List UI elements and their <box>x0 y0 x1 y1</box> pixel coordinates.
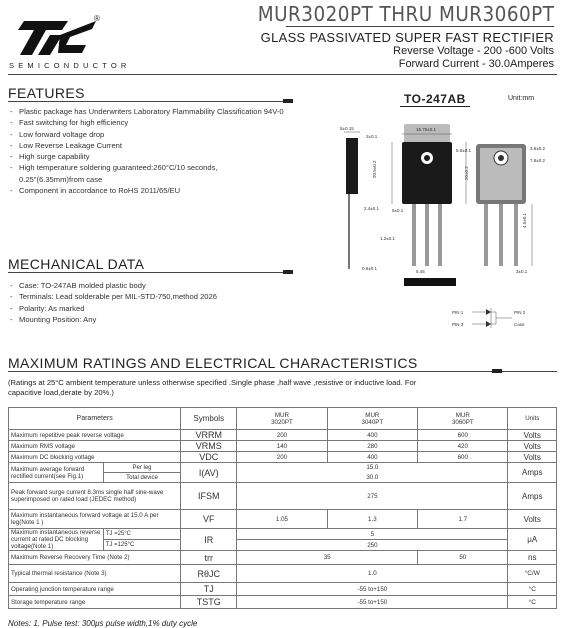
feature-item: - Low Reverse Leakage Current <box>10 140 122 150</box>
mechanical-item: - Terminals: Lead solderable per MIL-STD-750,method 2026 <box>10 292 217 302</box>
product-title: GLASS PASSIVATED SUPER FAST RECTIFIER <box>260 30 554 45</box>
mechanical-rule <box>8 272 290 273</box>
header-symbols: Symbols <box>181 408 237 430</box>
dim-label: 3±0.1 <box>516 269 528 274</box>
header-divider <box>286 26 554 27</box>
dim-label: 2.4±0.1 <box>364 206 379 211</box>
dim-label: 5.45 <box>416 269 425 274</box>
header-bottom-rule <box>8 74 557 75</box>
feature-item: - Component in accordance to RoHS 2011/65/EU <box>10 186 181 196</box>
pin2-label: PIN 2 <box>514 310 526 315</box>
dim-label: 2±0.1 <box>366 134 378 139</box>
ratings-rule <box>8 371 557 372</box>
back-view <box>476 144 532 266</box>
mechanical-title: MECHANICAL DATA <box>8 256 145 272</box>
mechanical-item: - Case: TO-247AB molded plastic body <box>10 281 146 290</box>
dim-label: 1.2±0.1 <box>380 236 395 241</box>
mechanical-bar <box>283 270 293 274</box>
notes: Notes: 1. Pulse test: 300μs pulse width,1% duty cycle <box>8 619 198 628</box>
table-row: Total device 30.0 <box>9 473 557 483</box>
package-name: TO-247AB <box>404 92 466 106</box>
features-rule <box>8 101 290 102</box>
feature-item: - Low forward voltage drop <box>10 129 105 139</box>
table-row: Storage temperature range TSTG -55 to+150 °C <box>9 596 557 609</box>
dim-label: 5.5±0.1 <box>456 148 471 153</box>
header-units: Units <box>508 408 557 430</box>
pin1-label: PIN 1 <box>452 310 464 315</box>
dim-label: 3.6±0.2 <box>530 146 545 151</box>
dim-label: 20±0.2 <box>464 166 469 180</box>
table-row: Maximum instantaneous reverse current at rated DC blocking voltage(Note 1) TJ =25°C IR 5 μA <box>9 529 557 540</box>
feature-item: - Plastic package has Underwriters Laboratory Flammability Classification 94V-0 <box>10 107 284 116</box>
header-col1: MUR 3020PT <box>237 408 327 430</box>
header-col2: MUR 3040PT <box>327 408 417 430</box>
table-row: Maximum repetitive peak reverse voltage VRRM 200 400 600 Volts <box>9 430 557 441</box>
part-series: MUR3020PT THRU MUR3060PT <box>257 2 554 26</box>
reverse-voltage: Reverse Voltage - 200 -600 Volts <box>393 45 554 57</box>
feature-item-continuation: 0.25"(6.35mm)from case <box>19 174 103 184</box>
ratings-bar <box>492 369 502 373</box>
table-row: Maximum instantaneous forward voltage at 15.0 A per leg(Note 1 ) VF 1.05 1.3 1.7 Volts <box>9 510 557 529</box>
dim-label: 0.6±0.1 <box>362 266 377 271</box>
logo-subtitle: SEMICONDUCTOR <box>9 61 131 70</box>
feature-item: - Fast switching for high efficiency <box>10 118 129 128</box>
dim-label: 4.5±0.1 <box>522 213 527 228</box>
case-label: Case <box>514 322 525 327</box>
table-row: Typical thermal resistance (Note 3) RθJC 1.0 °C/W <box>9 565 557 583</box>
table-header-row <box>9 408 557 430</box>
table-row: Maximum average forward rectified current(see Fig.1) Per leg I(AV) 15.0 Amps <box>9 463 557 473</box>
features-title: FEATURES <box>8 85 85 101</box>
features-bar <box>283 99 293 103</box>
header-parameters: Parameters <box>9 408 181 430</box>
features-list <box>10 106 284 196</box>
ratings-title: MAXIMUM RATINGS AND ELECTRICAL CHARACTERISTICS <box>8 355 418 371</box>
pin-diagram <box>452 308 526 328</box>
side-view <box>344 132 360 269</box>
front-view <box>392 124 466 286</box>
ratings-note: (Ratings at 25°C ambient temperature unless otherwise specified .Single phase ,half wave ,resistive or inductive load. For capacitive load,derate by 20%.) <box>8 378 417 397</box>
pin3-label: PIN 3 <box>452 322 464 327</box>
dim-label: 20.5±0.2 <box>372 160 377 178</box>
dim-label: 7.8±0.2 <box>530 158 545 163</box>
dim-label: 15.75±0.1 <box>416 127 436 132</box>
package-name-underline <box>400 106 470 107</box>
company-logo-icon <box>10 18 100 58</box>
ratings-table <box>8 407 557 609</box>
unit-label: Unit:mm <box>508 95 535 102</box>
package-drawing <box>336 118 558 338</box>
feature-item: - High temperature soldering guaranteed:260°C/10 seconds, <box>10 163 218 173</box>
table-row: Operating junction temperature range TJ -55 to+150 °C <box>9 583 557 596</box>
table-row: Maximum DC blocking voltage VDC 200 400 600 Volts <box>9 452 557 463</box>
table-row: Peak forward surge current 8.3ms single half sine-wave superimposed on rated load (JEDEC method) IFSM 275 Amps <box>9 483 557 510</box>
mechanical-list <box>10 280 217 325</box>
mechanical-item: - Polarity: As marked <box>10 303 85 313</box>
table-row: Maximum Reverse Recovery Time (Note 2) trr 35 50 ns <box>9 551 557 565</box>
feature-item: - High surge capability <box>10 152 90 162</box>
table-row: TJ =125°C 250 <box>9 540 557 551</box>
registered-mark: ® <box>94 14 100 23</box>
dim-label: 5±0.1 <box>392 208 404 213</box>
dim-label: 5±0.15 <box>340 126 354 131</box>
table-row: Maximum RMS voltage VRMS 140 280 420 Volts <box>9 441 557 452</box>
mechanical-item: - Mounting Position: Any <box>10 314 97 324</box>
header-col3: MUR 3060PT <box>418 408 508 430</box>
forward-current: Forward Current - 30.0Amperes <box>398 58 554 70</box>
